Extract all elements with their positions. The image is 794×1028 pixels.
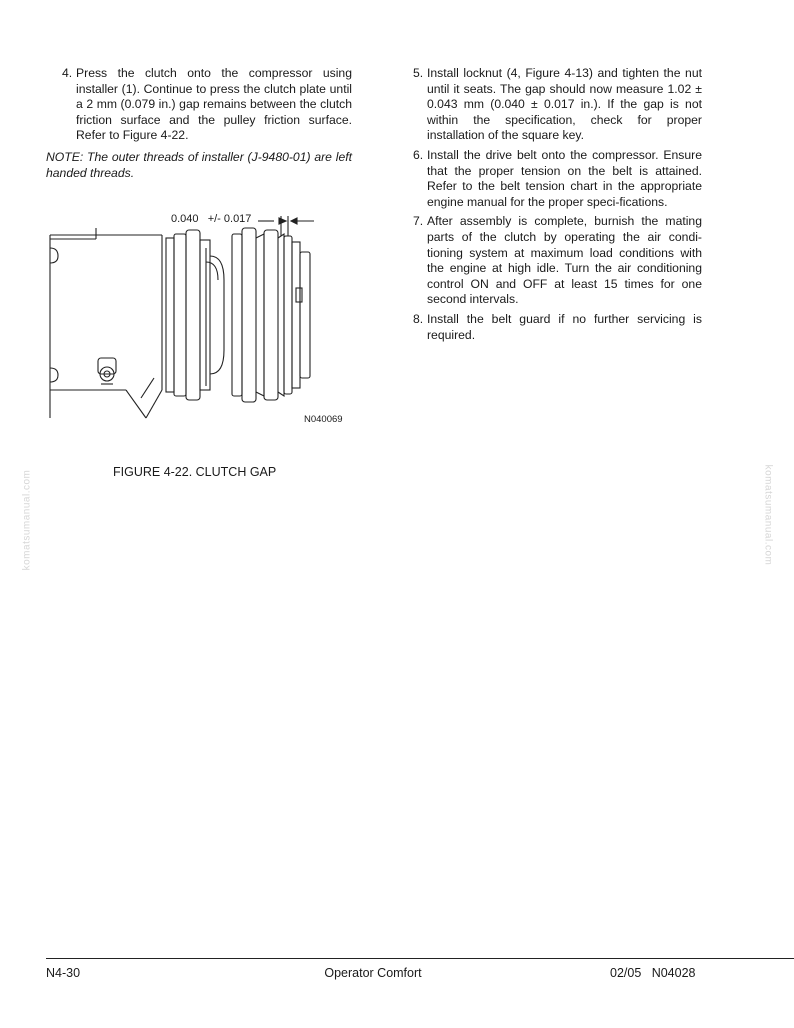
footer-date-code: 02/05 N04028 [610, 966, 696, 980]
left-column [46, 66, 352, 181]
footer-page-number: N4-30 [46, 966, 81, 980]
step-8 [409, 312, 702, 343]
figure-part-number: N040069 [304, 414, 343, 425]
step-number: 6. [413, 147, 424, 162]
step-text: After assembly is complete, burnish the mating parts of the clutch by operating the air condi-tioning system at maximum load conditions with the engine at high idle. Turn the air conditioning control ON and OFF at least 15 times for one second intervals. [427, 214, 702, 307]
watermark-right: komatsumanual.com [762, 464, 774, 566]
step-number: 4. [62, 66, 73, 80]
step-number: 8. [413, 311, 424, 326]
step-4 [46, 66, 352, 144]
step-7 [409, 214, 702, 308]
step-text: Install the drive belt onto the compressor. Ensure that the proper tension on the belt is attained. Refer to the belt tension chart in the appropriate engine manual for the proper speci-fications. [427, 147, 702, 209]
step-5 [409, 66, 702, 144]
clutch-gap-illustration [46, 208, 351, 430]
footer-section-title: Operator Comfort [324, 966, 422, 980]
watermark-left: komatsumanual.com [21, 469, 33, 571]
footer-divider [46, 958, 794, 959]
figure-caption: FIGURE 4-22. CLUTCH GAP [113, 465, 277, 479]
step-number: 7. [413, 214, 424, 229]
step-text: Install the belt guard if no further servicing is required. [427, 311, 702, 342]
clutch-gap-figure [46, 208, 351, 430]
step-text: Install locknut (4, Figure 4-13) and tighten the nut until it seats. The gap should now measure 1.02 ± 0.043 mm (0.040 ± 0.017 in.). If the gap is not within the specification, check for proper installation of the square key. [427, 66, 702, 143]
step-number: 5. [413, 66, 424, 80]
dimension-label: 0.040 +/- 0.017 [171, 213, 252, 225]
step-6 [409, 148, 702, 210]
step-text: Press the clutch onto the compressor using installer (1). Continue to press the clutch plate until a 2 mm (0.079 in.) gap remains between the clutch friction surface and the pulley friction surface. Refer to Figure 4-22. [76, 66, 352, 143]
right-column [409, 66, 702, 347]
installer-note: NOTE: The outer threads of installer (J-9480-01) are left handed threads. [46, 149, 352, 180]
